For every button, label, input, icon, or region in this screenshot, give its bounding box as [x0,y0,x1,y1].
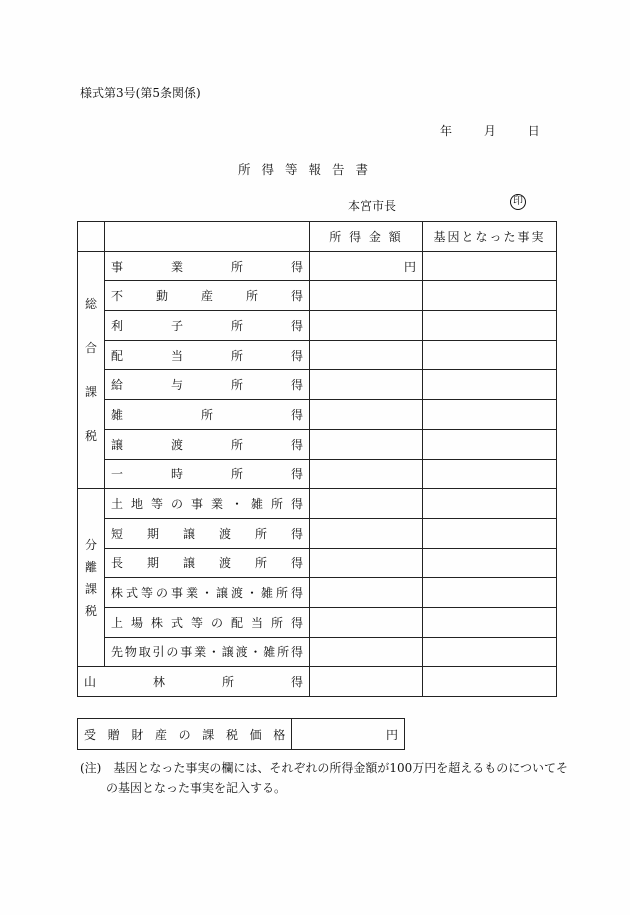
income-item-label: 雑所得 [105,400,310,430]
fact-cell[interactable] [423,400,557,430]
income-amount-cell[interactable] [310,578,423,608]
group-label-char: 合 [84,340,97,355]
fact-cell[interactable] [423,489,557,519]
table-row [78,400,557,430]
date-month: 月 [483,124,496,138]
group-label-1 [78,489,105,667]
fact-cell[interactable] [423,251,557,281]
table-row [78,489,557,519]
income-amount-cell[interactable] [310,311,423,341]
fact-cell[interactable] [423,311,557,341]
income-item-label: 短期譲渡所得 [105,518,310,548]
income-amount-cell[interactable]: 円 [310,251,423,281]
income-item-label: 配当所得 [105,340,310,370]
date-year: 年 [440,124,453,138]
mountain-amount-cell[interactable] [310,667,423,697]
footnote [80,758,568,798]
header-amount: 所 得 金 額 [310,222,423,252]
footnote-line-2: の基因となった事実を記入する。 [106,781,287,795]
table-row-mountain [78,667,557,697]
group-label-char: 総 [84,296,97,311]
document-title: 所得等報告書 [238,162,380,177]
table-row [78,281,557,311]
income-amount-cell[interactable] [310,429,423,459]
income-amount-cell[interactable] [310,340,423,370]
fact-cell[interactable] [423,518,557,548]
fact-cell[interactable] [423,429,557,459]
fact-cell[interactable] [423,281,557,311]
form-number-label: 様式第3号(第5条関係) [80,86,201,100]
gift-row [78,719,405,750]
income-item-label: 譲渡所得 [105,429,310,459]
header-blank-item [105,222,310,252]
income-amount-cell[interactable] [310,459,423,489]
income-item-label: 株式等の事業・譲渡・雑所得 [105,578,310,608]
header-fact: 基因となった事実 [423,222,557,252]
group-label-char: 分 [84,537,97,552]
income-amount-cell[interactable] [310,518,423,548]
table-row [78,518,557,548]
table-row [78,548,557,578]
table-row [78,637,557,667]
income-amount-cell[interactable] [310,281,423,311]
group-label-char: 税 [84,428,97,443]
income-item-label: 不動産所得 [105,281,310,311]
income-item-label: 給与所得 [105,370,310,400]
table-row [78,370,557,400]
table-row [78,251,557,281]
group-label-char: 課 [84,384,97,399]
fact-cell[interactable] [423,459,557,489]
table-header-row [78,222,557,252]
income-amount-cell[interactable] [310,548,423,578]
seal-mark: 印 [510,194,526,210]
footnote-line-1: (注) 基因となった事実の欄には、それぞれの所得金額が100万円を超えるものについてそ [80,761,569,775]
date-day: 日 [527,124,540,138]
group-label-char: 税 [84,603,97,618]
income-amount-cell[interactable] [310,607,423,637]
table-row [78,578,557,608]
table-row [78,459,557,489]
income-item-label: 長期譲渡所得 [105,548,310,578]
income-amount-cell[interactable] [310,370,423,400]
income-item-label: 利子所得 [105,311,310,341]
table-row [78,311,557,341]
fact-cell[interactable] [423,578,557,608]
table-row [78,340,557,370]
group-label-char: 離 [84,559,97,574]
mountain-fact-cell[interactable] [423,667,557,697]
income-item-label: 先物取引の事業・譲渡・雑所得 [105,637,310,667]
addressee-mayor: 本宮市長 [348,199,397,213]
income-amount-cell[interactable] [310,489,423,519]
table-row [78,429,557,459]
income-amount-cell[interactable] [310,400,423,430]
date-line [440,122,540,139]
header-blank-group [78,222,105,252]
fact-cell[interactable] [423,548,557,578]
gift-tax-table [77,718,405,750]
fact-cell[interactable] [423,340,557,370]
income-item-label: 土地等の事業・雑所得 [105,489,310,519]
table-row [78,607,557,637]
mountain-income-label: 山林所得 [78,667,310,697]
fact-cell[interactable] [423,370,557,400]
gift-amount-cell[interactable]: 円 [292,719,405,750]
group-label-0 [78,251,105,489]
income-amount-cell[interactable] [310,637,423,667]
group-label-char: 課 [84,581,97,596]
gift-label: 受贈財産の課税価格 [78,719,292,750]
income-item-label: 事業所得 [105,251,310,281]
income-item-label: 上場株式等の配当所得 [105,607,310,637]
fact-cell[interactable] [423,637,557,667]
income-table [77,221,557,697]
fact-cell[interactable] [423,607,557,637]
income-item-label: 一時所得 [105,459,310,489]
